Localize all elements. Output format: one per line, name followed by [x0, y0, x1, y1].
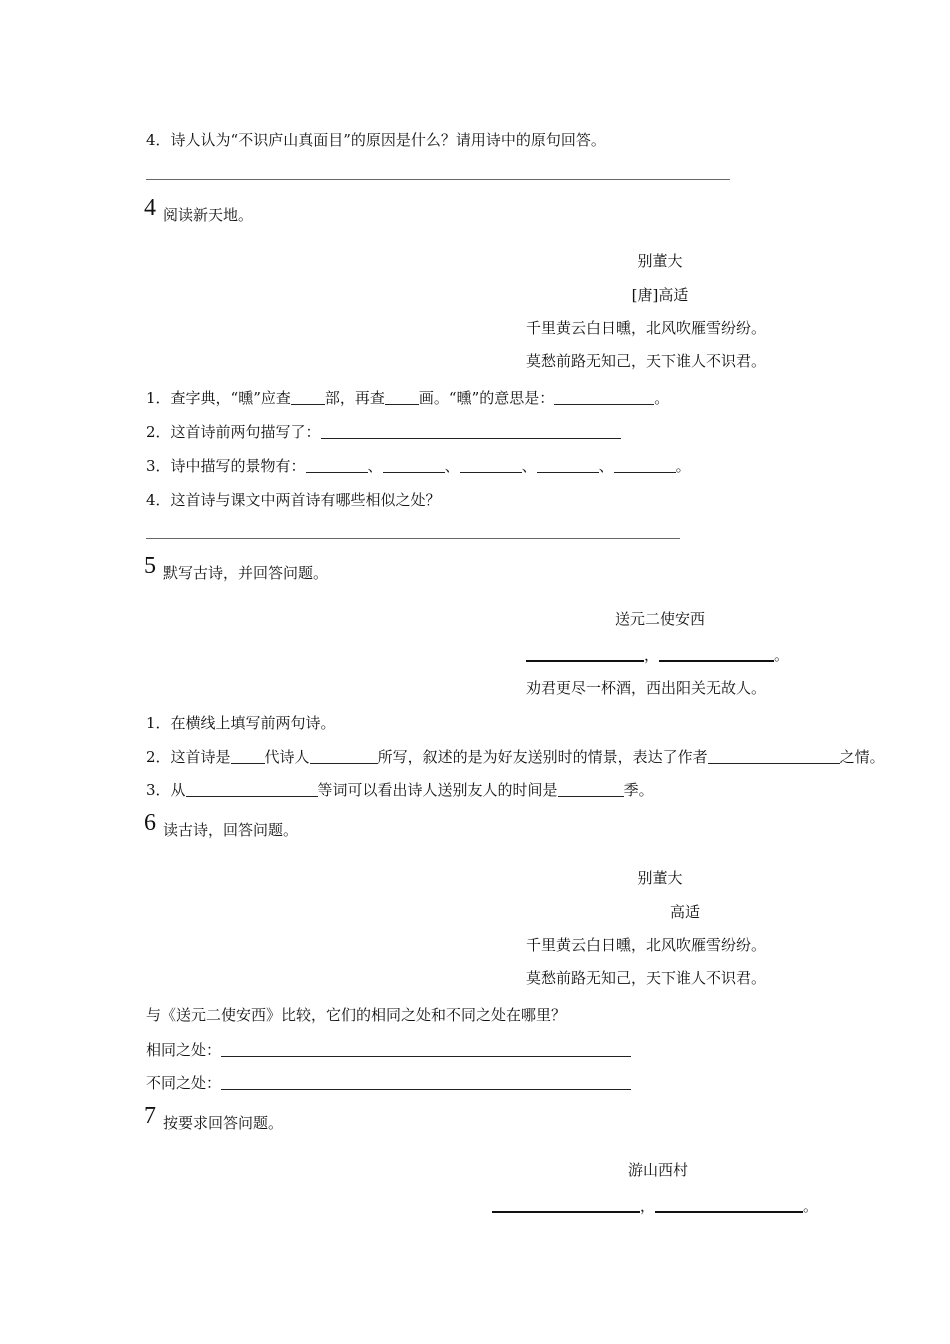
period: 。 — [774, 646, 790, 664]
poem-title: 别董大 — [637, 252, 683, 270]
poem-title: 送元二使安西 — [614, 610, 705, 628]
blank-emotion[interactable] — [708, 763, 840, 764]
s6-diff-row — [146, 1073, 631, 1093]
q1-text-d: 。 — [654, 389, 670, 407]
blank-diff[interactable] — [221, 1089, 631, 1090]
q2-text-b: 代诗人 — [264, 748, 310, 766]
q1-text-b: 部，再查 — [324, 389, 385, 407]
poem-title: 游山西村 — [627, 1161, 688, 1179]
section-number-5: 5 — [144, 553, 156, 579]
section-4-title: 阅读新天地。 — [163, 206, 254, 224]
same-label: 相同之处： — [146, 1041, 222, 1059]
q2-text-d: 之情。 — [839, 748, 885, 766]
section-number-7: 7 — [144, 1103, 156, 1129]
answer-line[interactable] — [146, 179, 730, 180]
blank-scene[interactable] — [383, 472, 445, 473]
comma: ， — [640, 1197, 656, 1215]
blank-poem-line-2[interactable] — [655, 1211, 803, 1213]
blank-words[interactable] — [186, 796, 318, 797]
q2-text: 2．这首诗前两句描写了： — [146, 423, 321, 441]
s4-question-4: 4．这首诗与课文中两首诗有哪些相似之处？ — [146, 491, 441, 509]
poem-line-1: 千里黄云白日曛，北风吹雁雪纷纷。 — [526, 936, 767, 954]
poem-author: 高适 — [669, 903, 700, 921]
s6-prompt: 与《送元二使安西》比较，它们的相同之处和不同之处在哪里？ — [146, 1006, 567, 1024]
q3-text: 3．诗中描写的景物有： — [146, 457, 306, 475]
question-4-item-4: 4．诗人认为“不识庐山真面目”的原因是什么？请用诗中的原句回答。 — [146, 131, 606, 149]
comma: ， — [644, 646, 660, 664]
poem-line-2: 莫愁前路无知己，天下谁人不识君。 — [526, 352, 767, 370]
poem-fill-lines — [526, 645, 789, 665]
q2-text-c: 所写，叙述的是为好友送别时的情景，表达了作者 — [377, 748, 708, 766]
separator: 、 — [598, 457, 614, 475]
separator: 、 — [367, 457, 383, 475]
blank-poem-line-1[interactable] — [492, 1211, 640, 1213]
blank-scene[interactable] — [614, 472, 676, 473]
poem-fill-lines — [492, 1196, 818, 1216]
q3-text-a: 3．从 — [146, 781, 186, 799]
q3-text-c: 季。 — [623, 781, 654, 799]
diff-label: 不同之处： — [146, 1074, 222, 1092]
blank-scene[interactable] — [537, 472, 599, 473]
poem-line-2: 劝君更尽一杯酒，西出阳关无故人。 — [526, 679, 767, 697]
answer-line[interactable] — [146, 538, 680, 539]
blank-scene[interactable] — [460, 472, 522, 473]
blank-description[interactable] — [321, 438, 621, 439]
section-7-title: 按要求回答问题。 — [163, 1114, 284, 1132]
blank-same[interactable] — [221, 1056, 631, 1057]
end-mark: 。 — [675, 457, 691, 475]
q2-text-a: 2．这首诗是 — [146, 748, 231, 766]
blank-dynasty[interactable] — [231, 763, 265, 764]
poem-line-1: 千里黄云白日曛，北风吹雁雪纷纷。 — [526, 319, 767, 337]
section-5-title: 默写古诗，并回答问题。 — [163, 564, 329, 582]
blank-strokes[interactable] — [385, 404, 419, 405]
section-6-title: 读古诗，回答问题。 — [163, 821, 299, 839]
poem-line-2: 莫愁前路无知己，天下谁人不识君。 — [526, 969, 767, 987]
s5-question-1: 1．在横线上填写前两句诗。 — [146, 714, 336, 732]
blank-poem-line-2[interactable] — [659, 660, 774, 662]
q3-text-b: 等词可以看出诗人送别友人的时间是 — [317, 781, 558, 799]
separator: 、 — [444, 457, 460, 475]
blank-poem-line-1[interactable] — [526, 660, 644, 662]
blank-scene[interactable] — [306, 472, 368, 473]
s4-question-3 — [146, 456, 691, 476]
separator: 、 — [521, 457, 537, 475]
q1-text-c: 画。“曛”的意思是： — [418, 389, 555, 407]
poem-author: [唐]高适 — [631, 286, 689, 304]
section-number-4: 4 — [144, 195, 156, 221]
blank-poet[interactable] — [310, 763, 378, 764]
blank-meaning[interactable] — [554, 404, 654, 405]
poem-title: 别董大 — [637, 869, 683, 887]
s5-question-2 — [146, 747, 885, 767]
blank-radical[interactable] — [291, 404, 325, 405]
q1-text-a: 1．查字典，“曛”应查 — [146, 389, 291, 407]
s5-question-3 — [146, 780, 654, 800]
section-number-6: 6 — [144, 810, 156, 836]
s4-question-2 — [146, 422, 621, 442]
s6-same-row — [146, 1040, 631, 1060]
s4-question-1 — [146, 388, 669, 408]
blank-season[interactable] — [558, 796, 624, 797]
period: 。 — [803, 1197, 819, 1215]
